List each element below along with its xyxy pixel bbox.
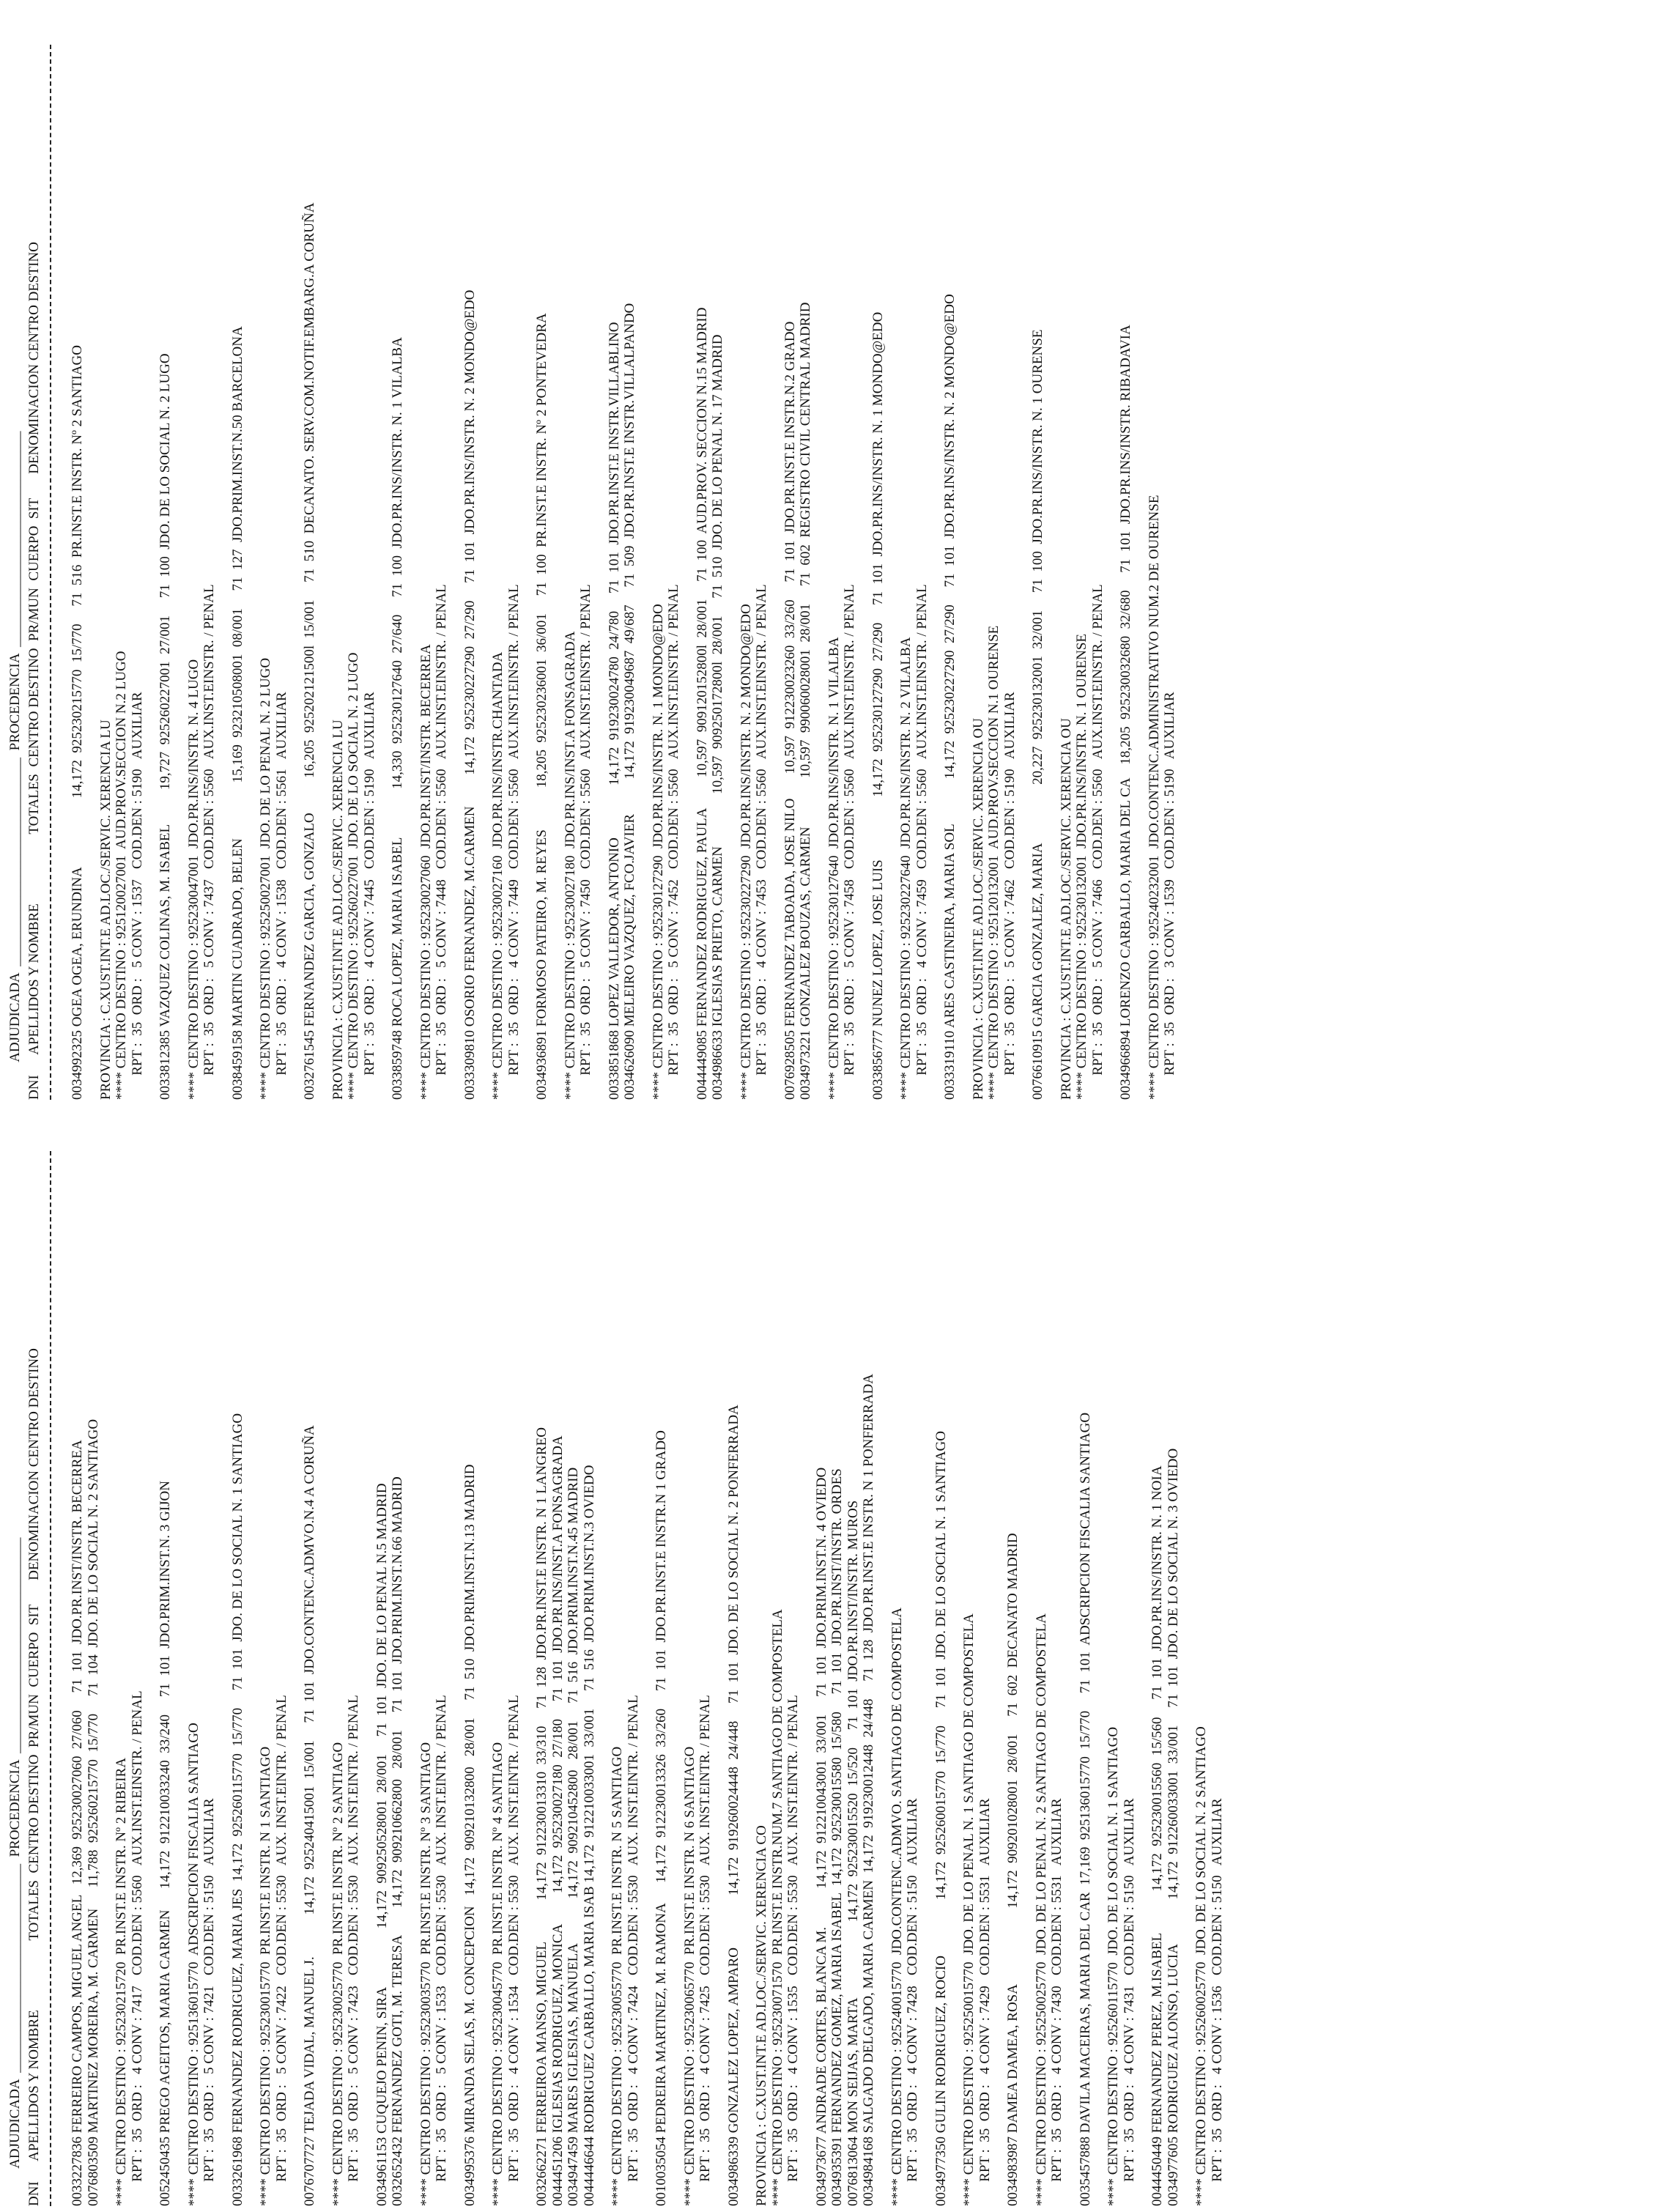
- province-line: PROVINCIA : C.XUST.INT.E AD.LOC./SERVIC. XERENCIA OU: [1058, 718, 1074, 1100]
- candidate-line: 0034977605 RODRIGUEZ ALONSO, LUCIA 14,172 912260033001 33/001 71 101 JDO. DE LO SOCIAL N. 3 OVIEDO: [1165, 1448, 1181, 2206]
- rpt-line: RPT : 35 ORD : 4 CONV : 1536 COD.DEN : 5150 AUXILIAR: [1209, 1798, 1225, 2206]
- rpt-line: RPT : 35 ORD : 5 CONV : 1537 COD.DEN : 5190 AUXILIAR: [129, 692, 145, 1100]
- candidate-line: 0034983987 DAMEA DAMEA, ROSA 14,172 909201028001 28/001 71 602 DECANATO MADRID: [1005, 1533, 1021, 2206]
- province-line: PROVINCIA : C.XUST.INT.E AD.LOC./SERVIC. XERENCIA LU: [330, 720, 346, 1100]
- destination-line: **** CENTRO DESTINO : 925230132001 JDO.PR.INS/INSTR. N. 1 OURENSE: [1074, 634, 1089, 1100]
- destination-line: **** CENTRO DESTINO : 925230027060 JDO.PR.INST/INSTR. BECERREA: [418, 644, 434, 1100]
- candidate-line: 0033851868 LOPEZ VALLEDOR, ANTONIO 14,172 919230024780 24/780 71 101 JDO.PR.INST.E INSTR.VILLABLINO: [606, 322, 622, 1100]
- destination-line: **** CENTRO DESTINO : 925230055770 PR.INST.E INSTR. N 5 SANTIAGO: [610, 1746, 625, 2206]
- rpt-line: RPT : 35 ORD : 4 CONV : 7417 COD.DEN : 5560 AUX.INST.EINSTR. / PENAL: [129, 1690, 145, 2206]
- header-divider: [50, 1151, 51, 2206]
- rpt-line: RPT : 35 ORD : 4 CONV : 1538 COD.DEN : 5561 AUXILIAR: [273, 692, 289, 1100]
- candidate-line: 0034947459 MARES IGLESIAS, MANUELA 14,172 909210452800 28/001 71 516 JDO.PRIM.INST.N.45 MADRID: [566, 1467, 581, 2206]
- right-listing: [0, 7, 1655, 1106]
- destination-line: **** CENTRO DESTINO : 925230027160 JDO.PR.INS/INSTR.CHANTADA: [490, 651, 506, 1100]
- rpt-line: RPT : 35 ORD : 5 CONV : 7458 COD.DEN : 5560 AUX.INST.EINSTR. / PENAL: [842, 584, 857, 1100]
- candidate-line: 0033859748 ROCA LOPEZ, MARIA ISABEL 14,330 925230127640 27/640 71 100 JDO.PR.INS/INSTR. N. 1 VILALBA: [390, 337, 405, 1100]
- candidate-line: 0034977350 GULIN RODRIGUEZ, ROCIO 14,172 925260015770 15/770 71 101 JDO. DE LO SOCIAL N. 1 SANTIAGO: [933, 1431, 949, 2206]
- rpt-line: RPT : 35 ORD : 5 CONV : 7437 COD.DEN : 5560 AUX.INST.EINSTR. / PENAL: [201, 584, 217, 1100]
- candidate-line: 0010035054 PEDREIRA MARTINEZ, M. RAMONA 14,172 912230013326 33/260 71 101 JDO.PR.INST.E INSTR.N 1 GRADO: [654, 1430, 669, 2206]
- candidate-line: 0034973221 GONZALEZ BOUZAS, CARMEN 10,597 990060028001 28/001 71 602 REGISTRO CIVIL CENTRAL MADRID: [798, 302, 813, 1100]
- province-line: PROVINCIA : C.XUST.INT.E AD.LOC./SERVIC. XERENCIA LU: [97, 720, 114, 1100]
- rpt-line: RPT : 35 ORD : 4 CONV : 7428 COD.DEN : 5150 AUXILIAR: [905, 1798, 920, 2206]
- column-header: [0, 7, 59, 1106]
- rpt-line: RPT : 35 ORD : 5 CONV : 7466 COD.DEN : 5560 AUX.INST.EINSTR. / PENAL: [1089, 584, 1106, 1100]
- destination-line: **** CENTRO DESTINO : 925230071570 PR.INST.E INSTR.NUM.7 SANTIAGO DE COMPOSTELA: [769, 1609, 785, 2206]
- candidate-line: 0032662271 FERREIROA MANSO, MIGUEL 14,172 912230013310 33/310 71 128 JDO.PR.INST.E INSTR. N 1 LANGREO: [534, 1427, 549, 2206]
- candidate-line: 0034995376 MIRANDA SELAS, M. CONCEPCION 14,172 909210132800 28/001 71 510 JDO.PRIM.INST.N.13 MADRID: [462, 1464, 478, 2206]
- destination-line: **** CENTRO DESTINO : 925230215720 PR.INST.E INSTR. Nº 2 RIBEIRA: [114, 1758, 129, 2206]
- rpt-line: RPT : 35 ORD : 5 CONV : 7450 COD.DEN : 5560 AUX.INST.EINSTR. / PENAL: [578, 584, 593, 1100]
- rpt-line: RPT : 35 ORD : 5 CONV : 7452 COD.DEN : 5560 AUX.INST.EINSTR. / PENAL: [666, 584, 681, 1100]
- province-line: PROVINCIA : C.XUST.INT.E AD.LOC./SERVIC. XERENCIA OU: [970, 718, 986, 1100]
- rpt-line: RPT : 35 ORD : 5 CONV : 7422 COD.DEN : 5530 AUX. INST.EINTR. / PENAL: [273, 1695, 289, 2206]
- destination-line: **** CENTRO DESTINO : 925230025770 PR.INST.E INSTR. Nº 2 SANTIAGO: [330, 1742, 346, 2206]
- candidate-line: 0076803509 MARTINEZ MOREIRA, M. CARMEN 11,788 925260215770 15/770 71 104 JDO. DE LO SOCIAL N. 2 SANTIAGO: [85, 1418, 101, 2206]
- destination-line: **** CENTRO DESTINO : 925250025770 JDO. DE LO PENAL N. 2 SANTIAGO DE COMPOSTELA: [1033, 1613, 1049, 2206]
- candidate-line: 0044450449 FERNANDEZ PEREZ, M.ISABEL 14,172 925230015560 15/560 71 101 JDO.PR.INS/INSTR. N. 1 NOIA: [1149, 1465, 1165, 2206]
- destination-line: **** CENTRO DESTINO : 925260115770 JDO. DE LO SOCIAL N. 1 SANTIAGO: [1106, 1726, 1121, 2206]
- candidate-line: 0034626090 MELEIRO VAZQUEZ, FCO.JAVIER 14,172 919230049687 49/687 71 509 JDO.PR.INST.E INSTR.VILLALPANDO: [622, 303, 637, 1100]
- candidate-line: 0033309810 OSORIO FERNANDEZ, M.CARMEN 14,172 925230227290 27/290 71 101 JDO.PR.INS/INSTR. N. 2 MONDO@EDO: [462, 289, 478, 1100]
- header-divider: [50, 45, 51, 1100]
- candidate-line: 0032652432 FERNANDEZ GOTI, M. TERESA 14,172 909210662800 28/001 71 101 JDO.PRIM.INST.N.66 MADRID: [390, 1476, 405, 2206]
- candidate-line: 0076610915 GARCIA GONZALEZ, MARIA 20,227 925230132001 32/001 71 100 JDO.PR.INS/INSTR. N. 1 OURENSE: [1030, 329, 1045, 1100]
- destination-line: **** CENTRO DESTINO : 925120027001 AUD.PROV.SECCION N.2 LUGO: [114, 651, 129, 1100]
- candidate-line: 0033812385 VAZQUEZ COLINAS, M. ISABEL 19,727 925260227001 27/001 71 100 JDO. DE LO SOCIAL N. 2 LUGO: [158, 353, 173, 1100]
- destination-line: **** CENTRO DESTINO : 925250027001 JDO. DE LO PENAL N. 2 LUGO: [258, 657, 273, 1100]
- candidate-line: 0044449085 FERNANDEZ RODRIGUEZ, PAULA 10,597 909120152800l 28/001 71 100 AUD.PROV. SECCION N.15 MADRID: [694, 307, 710, 1100]
- header-column-row: DNI APELLIDOS Y NOMBRE TOTALES CENTRO DESTINO PR/MUN CUERPO SIT DENOMINACION CENTRO DESTINO: [26, 242, 42, 1100]
- candidate-line: 0076928505 FERNANDEZ TABOADA, JOSE NILO 10,597 912230023260 33/260 71 101 JDO.PR.INST.E INSTR.N.2 GRADO: [782, 321, 798, 1100]
- candidate-line: 0033856777 NUNEZ LOPEZ, JOSE LUIS 14,172 925230127290 27/290 71 101 JDO.PR.INS/INSTR. N. 1 MONDO@EDO: [870, 311, 886, 1100]
- candidate-line: 0034992325 OGEA OGEA, ERUNDINA 14,172 925230215770 15/770 71 516 PR.INST.E INSTR. Nº 2 SANTIAGO: [70, 345, 85, 1100]
- candidate-line: 0032761545 FERNANDEZ GARCIA, GONZALO 16,205 925202121500l 15/001 71 510 DECANATO. SERV.COM.NOTIF.EMBARG.A CORUÑA: [302, 202, 317, 1100]
- rpt-line: RPT : 35 ORD : 3 CONV : 1539 COD.DEN : 5190 AUXILIAR: [1162, 692, 1177, 1100]
- candidate-line: 0034973677 ANDRADE CORTES, BLANCA M. 14,172 912210043001 33/001 71 101 JDO.PRIM.INST.N. 4 OVIEDO: [813, 1467, 829, 2206]
- rpt-line: RPT : 35 ORD : 4 CONV : 7431 COD.DEN : 5150 AUXILIAR: [1121, 1798, 1137, 2206]
- destination-line: **** CENTRO DESTINO : 925240232001 JDO.CONTENC.ADMINISTRATIVO NUM.2 DE OURENSE: [1146, 495, 1162, 1100]
- destination-line: **** CENTRO DESTINO : 925230065770 PR.INST.E INSTR. N 6 SANTIAGO: [681, 1746, 697, 2206]
- destination-line: **** CENTRO DESTINO : 925230227290 JDO.PR.INS/INSTR. N. 2 MONDO@EDO: [738, 604, 754, 1100]
- rpt-line: RPT : 35 ORD : 4 CONV : 7445 COD.DEN : 5190 AUXILIAR: [361, 692, 377, 1100]
- destination-line: **** CENTRO DESTINO : 925230127640 JDO.PR.INS/INSTR. N. 1 VILALBA: [826, 637, 842, 1100]
- destination-line: **** CENTRO DESTINO : 925230015770 PR.INST.E INSTR. N 1 SANTIAGO: [258, 1746, 273, 2206]
- candidate-line: 0033261968 FERNANDEZ RODRIGUEZ, MARIA JES 14,172 925260115770 15/770 71 101 JDO. DE LO SOCIAL N. 1 SANTIAGO: [229, 1413, 245, 2206]
- destination-line: **** CENTRO DESTINO : 925230045770 PR.INST.E INSTR. Nº 4 SANTIAGO: [490, 1742, 506, 2206]
- column-header: [0, 1113, 59, 2212]
- rpt-line: RPT : 35 ORD : 5 CONV : 7448 COD.DEN : 5560 AUX.INST.EINSTR. / PENAL: [434, 584, 449, 1100]
- candidate-line: 0034986339 GONZALEZ LOPEZ, AMPARO 14,172 919260024448 24/448 71 101 JDO. DE LO SOCIAL N. 2 PONFERRADA: [725, 1405, 741, 2206]
- destination-line: **** CENTRO DESTINO : 925230035770 PR.INST.E INSTR. Nº 3 SANTIAGO: [418, 1742, 434, 2206]
- candidate-line: 0033227836 FERREIRO CAMPOS, MIGUEL ANGEL 12,369 925230027060 27/060 71 101 JDO.PR.INST/INSTR. BECERREA: [70, 1440, 85, 2206]
- destination-line: **** CENTRO DESTINO : 925230047001 JDO.PR.INS/INSTR. N. 4 LUGO: [185, 659, 201, 1100]
- candidate-line: 0044446644 RODRIGUEZ CARBALLO, MARIA ISAB 14,172 912210033001 33/001 71 516 JDO.PRIM.INST.N.3 OVIEDO: [581, 1465, 597, 2206]
- candidate-line: 0033319110 ARES CASTINEIRA, MARIA SOL 14,172 925230227290 27/290 71 101 JDO.PR.INS/INSTR. N. 2 MONDO@EDO: [942, 294, 958, 1100]
- left-listing: [0, 1113, 1655, 2212]
- destination-line: **** CENTRO DESTINO : 925120132001 AUD.PROV.SECCION N.1 OURENSE: [986, 625, 1001, 1100]
- header-group-row: ADJUDICADA ______________________________ PROCEDENCIA _______________________________: [7, 431, 23, 1100]
- candidate-line: 0034935391 FERNANDEZ GOMEZ, MARIA ISABEL 14,172 925230015580 15/580 71 101 JDO.PR.INST/INSTR. ORDES: [829, 1468, 845, 2206]
- candidate-line: 0052450435 PREGO AGEITOS, MARIA CARMEN 14,172 912210033240 33/240 71 101 JDO.PRIM.INST.N. 3 GIJON: [158, 1481, 173, 2206]
- destination-line: **** CENTRO DESTINO : 925230227640 JDO.PR.INS/INSTR. N. 2 VILALBA: [898, 637, 914, 1100]
- destination-line: **** CENTRO DESTINO : 925230027180 JDO.PR.INS/INST.A FONSAGRADA: [562, 631, 578, 1100]
- candidate-line: 0034984168 SALGADO DELGADO, MARIA CARMEN 14,172 919230012448 24/448 71 128 JDO.PR.INST.E INSTR. N 1 PONFERRADA: [861, 1373, 876, 2206]
- destination-line: **** CENTRO DESTINO : 925136015770 ADSCRIPCION FISCALIA SANTIAGO: [185, 1723, 201, 2206]
- candidate-line: 0044451206 IGLESIAS RODRIGUEZ, MONICA 14,172 925230027180 27/180 71 101 JDO.PR.INS/INST.A FONSAGRADA: [549, 1435, 566, 2206]
- rpt-line: RPT : 35 ORD : 4 CONV : 1535 COD.DEN : 5530 AUX. INST.EINTR. / PENAL: [785, 1695, 801, 2206]
- rpt-line: RPT : 35 ORD : 4 CONV : 7453 COD.DEN : 5560 AUX.INST.EINSTR. / PENAL: [754, 584, 769, 1100]
- rpt-line: RPT : 35 ORD : 4 CONV : 7430 COD.DEN : 5531 AUXILIAR: [1049, 1798, 1065, 2206]
- rpt-line: RPT : 35 ORD : 5 CONV : 7423 COD.DEN : 5530 AUX. INST.EINTR. / PENAL: [346, 1695, 361, 2206]
- header-group-row: ADJUDICADA ______________________________ PROCEDENCIA _______________________________: [7, 1537, 23, 2206]
- candidate-line: 0034986633 IGLESIAS PRIETO, CARMEN 10,597 909250172800l 28/001 71 510 JDO. DE LO PENAL N. 17 MADRID: [710, 334, 725, 1100]
- rpt-line: RPT : 35 ORD : 4 CONV : 7459 COD.DEN : 5560 AUX.INST.EINSTR. / PENAL: [914, 584, 930, 1100]
- rpt-line: RPT : 35 ORD : 4 CONV : 7449 COD.DEN : 5560 AUX.INST.EINSTR. / PENAL: [506, 584, 522, 1100]
- destination-line: **** CENTRO DESTINO : 925230127290 JDO.PR.INS/INSTR. N. 1 MONDO@EDO: [650, 604, 666, 1100]
- destination-line: **** CENTRO DESTINO : 925250015770 JDO. DE LO PENAL N. 1 SANTIAGO DE COMPOSTELA: [961, 1613, 977, 2206]
- rpt-line: RPT : 35 ORD : 4 CONV : 1534 COD.DEN : 5530 AUX. INST.EINTR. / PENAL: [506, 1695, 522, 2206]
- rpt-line: RPT : 35 ORD : 5 CONV : 7421 COD.DEN : 5150 AUXILIAR: [201, 1798, 217, 2206]
- candidate-line: 0034961153 CUQUEJO PENIN, SIRA 14,172 909250528001 28/001 71 101 JDO. DE LO PENAL N.5 MADRID: [374, 1483, 390, 2206]
- header-column-row: DNI APELLIDOS Y NOMBRE TOTALES CENTRO DESTINO PR/MUN CUERPO SIT DENOMINACION CENTRO DESTINO: [26, 1348, 42, 2206]
- candidate-line: 0035457888 DAVILA MACEIRAS, MARIA DEL CAR 17,169 925136015770 15/770 71 101 ADSCRIPCION FISCALIA SANTIAGO: [1077, 1412, 1093, 2206]
- candidate-line: 0076813064 MON SEIJAS, MARTA 14,172 925230015520 15/520 71 101 JDO.PR.INST/INSTR. MUROS: [845, 1500, 861, 2206]
- rpt-line: RPT : 35 ORD : 4 CONV : 7424 COD.DEN : 5530 AUX. INST.EINTR. / PENAL: [625, 1695, 641, 2206]
- candidate-line: 0038459158 MARTIN CUADRADO, BELEN 15,169 923210508001 08/001 71 127 JDO.PRIM.INST.N.50 BARCELONA: [229, 326, 245, 1100]
- destination-line: **** CENTRO DESTINO : 925240015770 JDO.CONTENC.ADMVO. SANTIAGO DE COMPOSTELA: [889, 1608, 905, 2206]
- candidate-line: 0034936891 FORMOSO PATEIRO, M. REYES 18,205 925230236001 36/001 71 100 PR.INST.E INSTR. Nº 2 PONTEVEDRA: [534, 313, 549, 1100]
- rpt-line: RPT : 35 ORD : 5 CONV : 7462 COD.DEN : 5190 AUXILIAR: [1001, 692, 1018, 1100]
- province-line: PROVINCIA : C.XUST.INT.E AD.LOC./SERVIC. XERENCIA CO: [754, 1825, 769, 2206]
- destination-line: **** CENTRO DESTINO : 925260227001 JDO. DE LO SOCIAL N. 2 LUGO: [346, 652, 361, 1100]
- destination-line: **** CENTRO DESTINO : 925260025770 JDO. DE LO SOCIAL N. 2 SANTIAGO: [1193, 1726, 1209, 2206]
- rpt-line: RPT : 35 ORD : 4 CONV : 7429 COD.DEN : 5531 AUXILIAR: [977, 1798, 993, 2206]
- rpt-line: RPT : 35 ORD : 4 CONV : 7425 COD.DEN : 5530 AUX. INST.EINTR. / PENAL: [697, 1695, 713, 2206]
- rpt-line: RPT : 35 ORD : 5 CONV : 1533 COD.DEN : 5530 AUX. INST.EINTR. / PENAL: [434, 1695, 449, 2206]
- candidate-line: 0076707727 TEJADA VIDAL, MANUEL J. 14,172 925240415001 15/001 71 101 JDO.CONTENC.ADMVO.N.4 A CORUÑA: [302, 1425, 317, 2206]
- candidate-line: 0034966894 LORENZO CARBALLO, MARIA DEL CA 18,205 925230032680 32/680 71 101 JDO.PR.INS/INSTR. RIBADAVIA: [1118, 325, 1133, 1100]
